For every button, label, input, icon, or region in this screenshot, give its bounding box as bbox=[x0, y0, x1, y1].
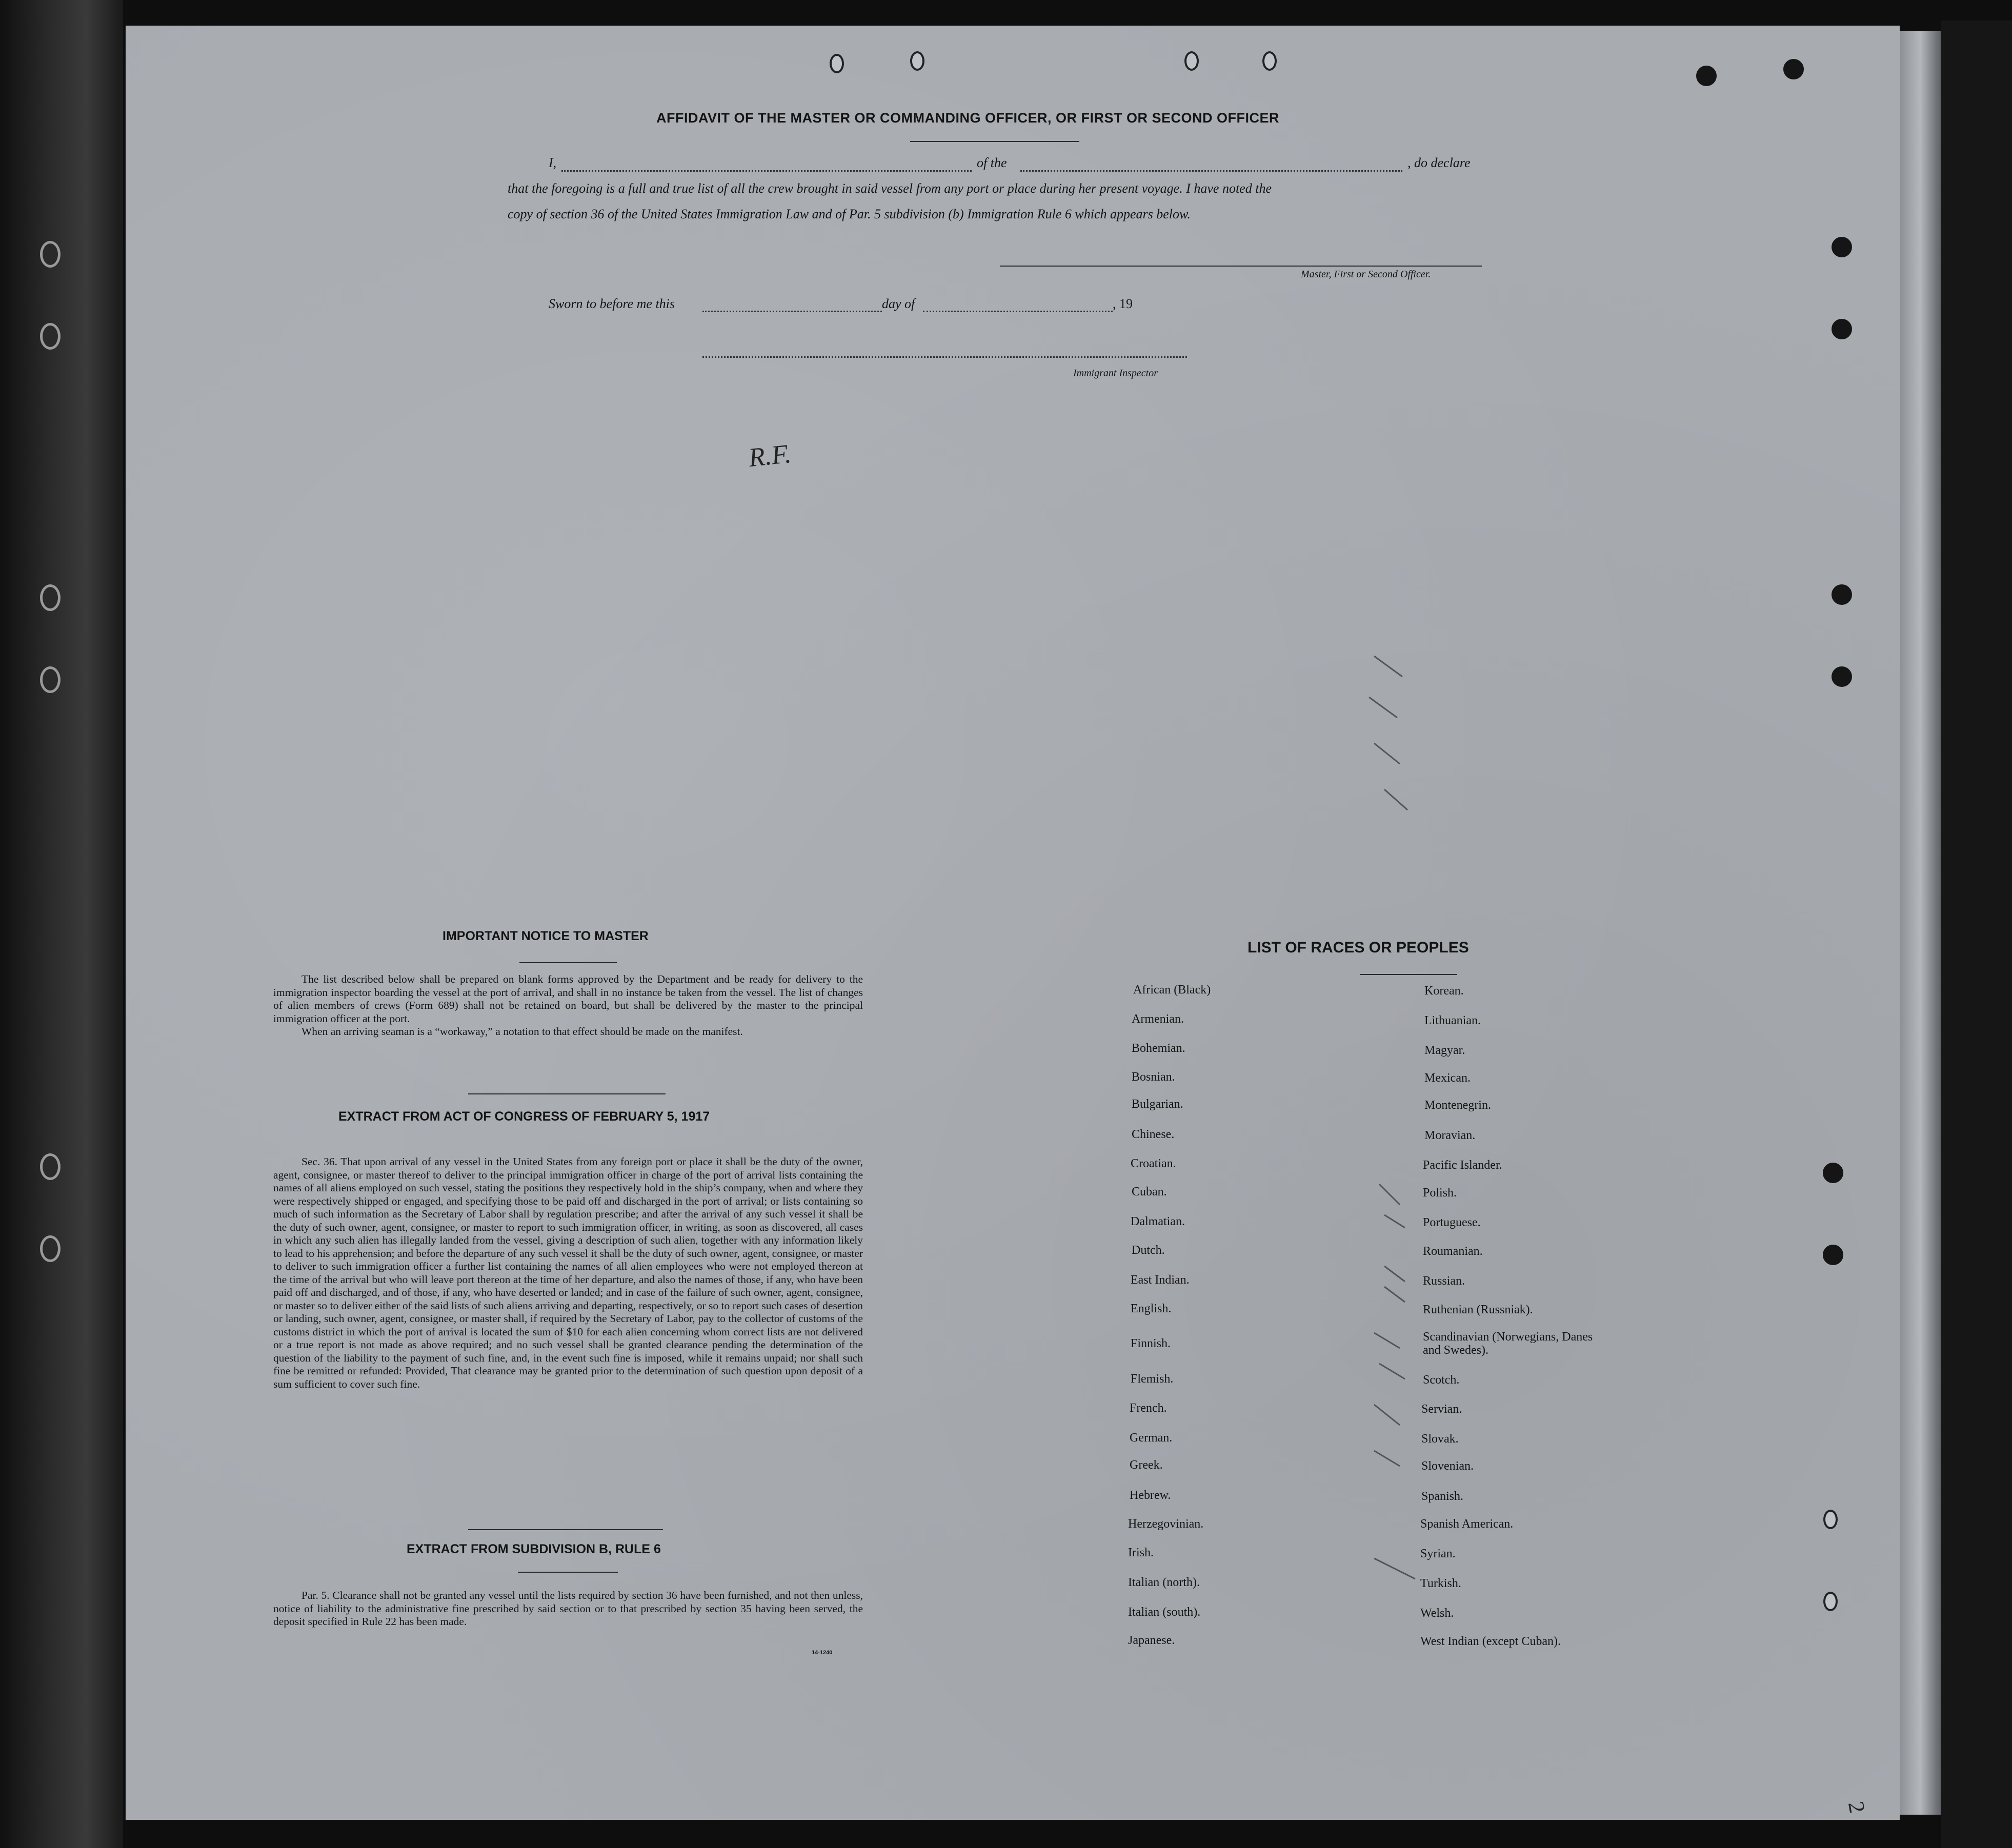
race-left-item: English. bbox=[1131, 1302, 1172, 1315]
notice-rule bbox=[519, 962, 617, 963]
binding-strip bbox=[0, 0, 123, 1848]
race-left-item: Bulgarian. bbox=[1132, 1098, 1183, 1111]
race-left-item: Japanese. bbox=[1128, 1634, 1175, 1647]
race-left-item: African (Black) bbox=[1133, 983, 1211, 997]
race-left-item: Irish. bbox=[1128, 1546, 1154, 1559]
inspector-signature-line bbox=[702, 356, 1187, 358]
race-left-item: Flemish. bbox=[1131, 1372, 1174, 1386]
race-right-item: Syrian. bbox=[1420, 1547, 1456, 1560]
punch-hole bbox=[1783, 59, 1804, 79]
sworn-month-line bbox=[923, 311, 1113, 312]
binding-hole bbox=[40, 1153, 61, 1180]
race-left-item: Chinese. bbox=[1132, 1128, 1175, 1141]
title-rule bbox=[910, 141, 1079, 142]
sworn-day-line bbox=[702, 311, 882, 312]
punch-hole bbox=[1832, 319, 1852, 339]
binding-hole bbox=[40, 666, 61, 693]
race-left-item: Hebrew. bbox=[1130, 1489, 1171, 1502]
rule-body bbox=[273, 1589, 863, 1629]
binding-hole bbox=[40, 241, 61, 268]
punch-hole bbox=[1696, 66, 1717, 86]
race-left-item: Cuban. bbox=[1132, 1185, 1167, 1199]
inspector-label: Immigrant Inspector bbox=[1073, 368, 1158, 379]
act-heading: EXTRACT FROM ACT OF CONGRESS OF FEBRUARY 5, 1917 bbox=[338, 1109, 710, 1124]
day-of-label: day of bbox=[882, 296, 915, 311]
race-right-item: Turkish. bbox=[1420, 1577, 1461, 1590]
notice-body bbox=[273, 973, 863, 1039]
race-left-item: French. bbox=[1130, 1402, 1167, 1415]
race-left-item: East Indian. bbox=[1131, 1273, 1190, 1287]
act-separator bbox=[468, 1529, 663, 1530]
act-body bbox=[273, 1155, 863, 1391]
race-right-item: Roumanian. bbox=[1423, 1245, 1483, 1258]
race-right-item: Portuguese. bbox=[1423, 1216, 1481, 1229]
act-text: Sec. 36. That upon arrival of any vessel in the United States from any foreign port or place it shall be the duty of the owner, agent, consignee, or master thereof to deliver to the principal immigration officer in charge of the port of arrival lists containing the names of all aliens employed on such vessel, stating the positions they respectively hold in the ship’s company, when and where they were respectively shipped or engaged, and specifying those to be paid off and discharged in the port of arrival; or lists containing so much of such information as the Secretary of Labor shall by regulation prescribe; and after the arrival of any such vessel it shall be the duty of such owner, agent, consignee, or master to report to such immigration officer, in writing, as soon as discovered, all cases in which any such alien has illegally landed from the vessel, giving a description of such alien, together with any information likely to lead to his apprehension; and before the departure of any such vessel it shall be the duty of such owner, agent, consignee, or master to deliver to such immigration officer a further list containing the names of all alien employees who were not employed thereon at the time of the arrival but who will leave port thereon at the time of her departure, and also the names of those, if any, who have been paid off and discharged, and of those, if any, who have deserted or landed; and in case of the failure of such owner, agent, consignee, or master so to deliver either of the said lists of such aliens arriving and departing, respectively, or so to report such cases of desertion or landing, such owner, agent, consignee, or master shall, if required by the Secretary of Labor, pay to the collector of customs of the customs district in which the port of arrival is located the sum of $10 for each alien concerning whom correct lists are not delivered or a true report is not made as above required; and no such vessel shall be granted clearance pending the determination of the question of the liability to the payment of such fine, and, in the event such fine is imposed, while it remains unpaid; nor shall such fine be remitted or refunded: Provided, That clearance may be granted prior to the determination of such question upon deposit of a sum sufficient to cover such fine. bbox=[273, 1155, 863, 1390]
master-signature-line bbox=[1000, 266, 1482, 267]
year-label: , 19 bbox=[1113, 296, 1133, 311]
race-right-item: Korean. bbox=[1424, 984, 1464, 998]
race-left-item: Dutch. bbox=[1132, 1244, 1165, 1257]
race-left-item: Dalmatian. bbox=[1131, 1215, 1185, 1228]
handwritten-initials: R.F. bbox=[747, 439, 793, 473]
race-left-item: Bosnian. bbox=[1132, 1070, 1175, 1084]
binding-hole bbox=[40, 1235, 61, 1262]
punch-hole bbox=[1823, 1245, 1843, 1265]
race-right-item: Slovak. bbox=[1421, 1432, 1459, 1446]
punch-hole bbox=[910, 51, 924, 71]
race-right-item: Russian. bbox=[1423, 1274, 1465, 1288]
race-right-item: Pacific Islander. bbox=[1423, 1159, 1502, 1172]
page-number: 2 bbox=[1843, 1799, 1870, 1815]
punch-hole bbox=[1832, 584, 1852, 605]
race-right-item: Spanish American. bbox=[1420, 1517, 1514, 1531]
race-right-item: Slovenian. bbox=[1421, 1459, 1474, 1473]
binding-hole bbox=[40, 584, 61, 611]
race-left-item: Italian (north). bbox=[1128, 1576, 1200, 1589]
punch-hole bbox=[1823, 1510, 1838, 1529]
race-left-item: Armenian. bbox=[1132, 1012, 1184, 1026]
affidavit-of-label: of the bbox=[977, 155, 1007, 170]
race-right-item: Mexican. bbox=[1424, 1071, 1471, 1085]
affidavit-line3: copy of section 36 of the United States Immigration Law and of Par. 5 subdivision (b) Immigration Rule 6 which appears below. bbox=[508, 207, 1191, 221]
race-right-item: Spanish. bbox=[1421, 1490, 1464, 1503]
notice-heading: IMPORTANT NOTICE TO MASTER bbox=[442, 929, 649, 943]
tick-marks bbox=[1364, 625, 1425, 1610]
race-right-item: Montenegrin. bbox=[1424, 1099, 1491, 1112]
race-left-item: German. bbox=[1130, 1431, 1173, 1445]
sworn-label: Sworn to before me this bbox=[549, 296, 675, 311]
races-heading: LIST OF RACES OR PEOPLES bbox=[1248, 939, 1469, 956]
race-right-item: Magyar. bbox=[1424, 1044, 1465, 1057]
race-right-item: Ruthenian (Russniak). bbox=[1423, 1303, 1533, 1316]
race-right-item: West Indian (except Cuban). bbox=[1420, 1635, 1561, 1648]
affidavit-declare-label: , do declare bbox=[1407, 155, 1471, 170]
manifest-page bbox=[126, 26, 1900, 1820]
notice-paragraph-1: The list described below shall be prepared on blank forms approved by the Department and be ready for delivery to the immigration inspector boarding the vessel at the port of arrival, and shall in no instance be taken from the vessel. The list of changes of alien members of crews (Form 689) shall not be retained on board, but shall be delivered by the master to the principal immigration officer at the port. bbox=[273, 973, 863, 1025]
affidavit-i-label: I, bbox=[549, 155, 557, 170]
punch-hole bbox=[1823, 1163, 1843, 1183]
affidavit-title: AFFIDAVIT OF THE MASTER OR COMMANDING OFFICER, OR FIRST OR SECOND OFFICER bbox=[656, 110, 1279, 126]
background-edge bbox=[1941, 21, 2012, 1848]
punch-hole bbox=[1184, 51, 1199, 71]
rule-rule bbox=[518, 1572, 618, 1573]
name-field-line bbox=[561, 170, 972, 172]
affidavit-line2: that the foregoing is a full and true list of all the crew brought in said vessel from any port or place during her present voyage. I have noted the bbox=[508, 181, 1272, 196]
races-rule bbox=[1360, 974, 1457, 975]
race-right-item: Polish. bbox=[1423, 1186, 1457, 1200]
page-edge bbox=[1900, 31, 1941, 1815]
punch-hole bbox=[1823, 1592, 1838, 1611]
race-left-item: Bohemian. bbox=[1132, 1042, 1185, 1055]
race-right-item: Scotch. bbox=[1423, 1373, 1460, 1387]
rule-heading: EXTRACT FROM SUBDIVISION B, RULE 6 bbox=[407, 1542, 661, 1556]
race-left-item: Finnish. bbox=[1131, 1337, 1171, 1350]
notice-separator bbox=[468, 1093, 666, 1094]
punch-hole bbox=[1832, 666, 1852, 687]
race-left-item: Italian (south). bbox=[1128, 1606, 1201, 1619]
master-label: Master, First or Second Officer. bbox=[1301, 269, 1431, 280]
rule-text: Par. 5. Clearance shall not be granted any vessel until the lists required by section 36 have been furnished, and not then unless, notice of liability to the administrative fine prescribed by said section or to that prescribed by section 35 having been served, the deposit specified in Rule 22 has been made. bbox=[273, 1589, 863, 1628]
race-right-item: Lithuanian. bbox=[1424, 1014, 1481, 1027]
race-right-item: Moravian. bbox=[1424, 1129, 1476, 1142]
race-left-item: Greek. bbox=[1130, 1458, 1163, 1472]
race-right-item: Scandinavian (Norwegians, Danes and Swedes). bbox=[1423, 1330, 1593, 1357]
race-left-item: Croatian. bbox=[1131, 1157, 1176, 1170]
race-right-item: Servian. bbox=[1421, 1403, 1462, 1416]
binding-hole bbox=[40, 323, 61, 350]
punch-hole bbox=[1262, 51, 1277, 71]
notice-paragraph-2: When an arriving seaman is a “workaway,” a notation to that effect should be made on the manifest. bbox=[301, 1025, 743, 1038]
punch-hole bbox=[830, 54, 844, 73]
form-number: 14-1240 bbox=[812, 1650, 833, 1656]
punch-hole bbox=[1832, 237, 1852, 257]
race-left-item: Herzegovinian. bbox=[1128, 1517, 1204, 1531]
vessel-field-line bbox=[1020, 170, 1402, 172]
race-right-item: Welsh. bbox=[1420, 1607, 1454, 1620]
